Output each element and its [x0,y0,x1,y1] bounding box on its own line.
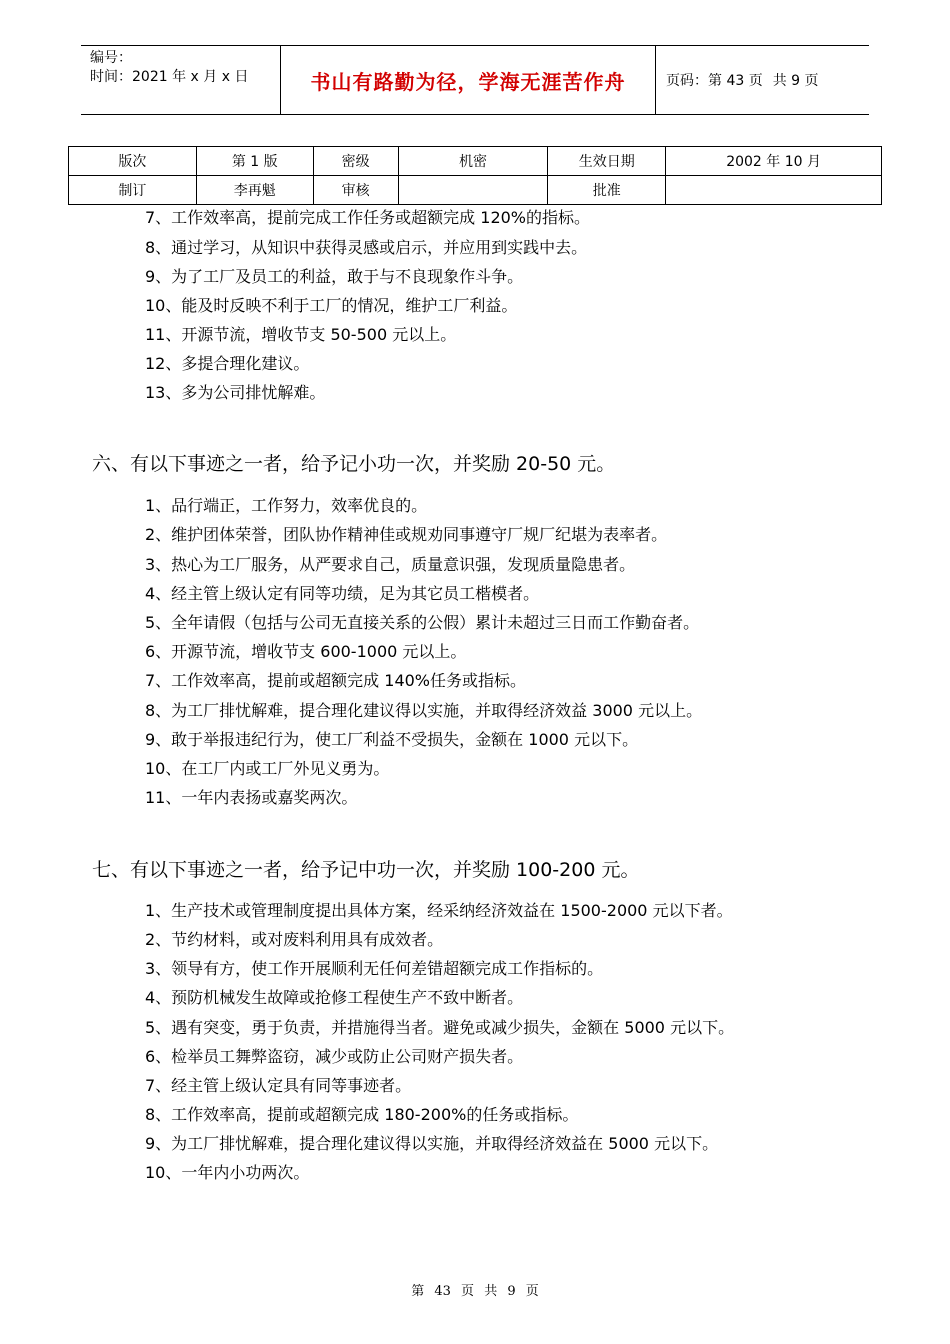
document-meta-table [68,146,882,205]
list-item: 4、预防机械发生故障或抢修工程使生产不致中断者。 [145,988,524,1007]
footer-part: 第 [411,1284,425,1299]
footer-total-pages: 9 [507,1284,516,1299]
meta-cell: 版次 [69,147,197,176]
list-item: 10、在工厂内或工厂外见义勇为。 [145,759,390,778]
list-item: 2、节约材料，或对废料利用具有成效者。 [145,930,444,949]
header-time-label: 时间：2021 年 x 月 x 日 [90,69,249,85]
meta-row [69,147,882,176]
list-item: 11、开源节流，增收节支 50-500 元以上。 [145,325,457,344]
list-item: 5、遇有突变，勇于负责，并措施得当者。避免或减少损失，金额在 5000 元以下。 [145,1018,735,1037]
page-footer [0,1280,950,1299]
list-item: 9、为工厂排忧解难，提合理化建议得以实施，并取得经济效益在 5000 元以下。 [145,1134,719,1153]
page-header [81,45,869,115]
meta-cell: 第 1 版 [196,147,313,176]
section-heading: 六、有以下事迹之一者，给予记小功一次，并奖励 20-50 元。 [92,453,616,475]
meta-cell: 生效日期 [548,147,666,176]
list-item: 13、多为公司排忧解难。 [145,383,326,402]
list-item: 7、工作效率高，提前完成工作任务或超额完成 120%的指标。 [145,208,591,227]
list-item: 1、品行端正，工作努力，效率优良的。 [145,496,428,515]
header-info [81,46,281,114]
list-item: 8、为工厂排忧解难，提合理化建议得以实施，并取得经济效益 3000 元以上。 [145,701,703,720]
footer-part: 页 [525,1284,539,1299]
list-item: 1、生产技术或管理制度提出具体方案，经采纳经济效益在 1500-2000 元以下者。 [145,901,733,920]
list-item: 10、能及时反映不利于工厂的情况，维护工厂利益。 [145,296,518,315]
meta-cell [398,176,548,205]
list-item: 3、领导有方，使工作开展顺利无任何差错超额完成工作指标的。 [145,959,604,978]
list-item: 8、通过学习，从知识中获得灵感或启示，并应用到实践中去。 [145,238,588,257]
header-total-label: 共 9 页 [772,73,819,89]
footer-part: 共 [484,1284,498,1299]
meta-cell: 2002 年 10 月 [666,147,882,176]
footer-part: 页 [461,1284,475,1299]
list-item: 9、为了工厂及员工的利益，敢于与不良现象作斗争。 [145,267,524,286]
list-item: 10、一年内小功两次。 [145,1163,310,1182]
header-page-info [656,46,869,114]
list-item: 6、开源节流，增收节支 600-1000 元以上。 [145,642,467,661]
meta-cell: 密级 [313,147,398,176]
list-item: 12、多提合理化建议。 [145,354,310,373]
meta-cell: 李再魁 [196,176,313,205]
list-item: 6、检举员工舞弊盗窃，减少或防止公司财产损失者。 [145,1047,524,1066]
header-motto: 书山有路勤为径，学海无涯苦作舟 [281,46,656,114]
footer-page-number: 43 [434,1284,451,1299]
list-item: 7、经主管上级认定具有同等事迹者。 [145,1076,412,1095]
meta-cell: 审核 [313,176,398,205]
meta-row [69,176,882,205]
section-heading: 七、有以下事迹之一者，给予记中功一次，并奖励 100-200 元。 [92,859,640,881]
list-item: 8、工作效率高，提前或超额完成 180-200%的任务或指标。 [145,1105,579,1124]
list-item: 9、敢于举报违纪行为，使工厂利益不受损失，金额在 1000 元以下。 [145,730,639,749]
meta-cell [666,176,882,205]
list-item: 2、维护团体荣誉，团队协作精神佳或规劝同事遵守厂规厂纪堪为表率者。 [145,525,668,544]
list-item: 7、工作效率高，提前或超额完成 140%任务或指标。 [145,671,527,690]
list-item: 11、一年内表扬或嘉奖两次。 [145,788,358,807]
list-item: 5、全年请假（包括与公司无直接关系的公假）累计未超过三日而工作勤奋者。 [145,613,700,632]
list-item: 4、经主管上级认定有同等功绩，足为其它员工楷模者。 [145,584,540,603]
list-item: 3、热心为工厂服务，从严要求自己，质量意识强，发现质量隐患者。 [145,555,636,574]
header-number-label: 编号： [90,50,132,66]
header-page-label: 页码：第 43 页 [666,73,763,89]
meta-cell: 制订 [69,176,197,205]
meta-cell: 批准 [548,176,666,205]
meta-cell: 机密 [398,147,548,176]
